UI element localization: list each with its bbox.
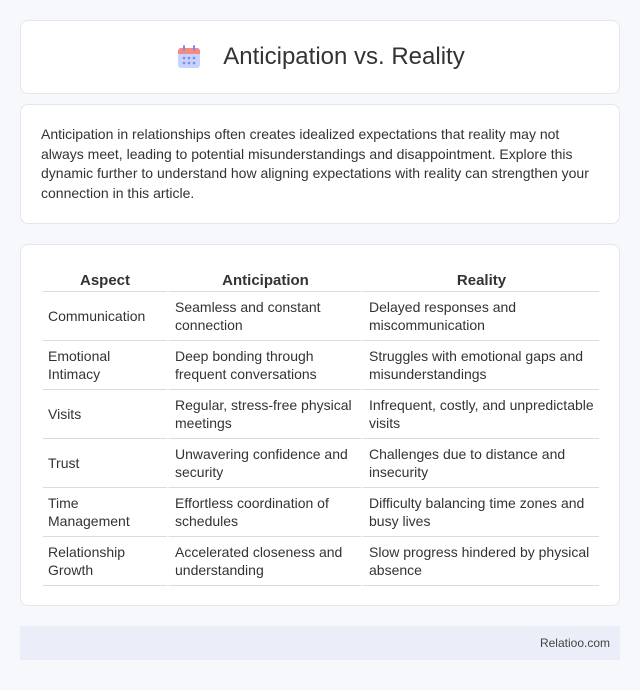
cell-aspect: Relationship Growth — [43, 537, 167, 586]
cell-aspect: Visits — [43, 390, 167, 439]
header-aspect: Aspect — [43, 265, 167, 292]
page-title: Anticipation vs. Reality — [223, 43, 465, 70]
cell-anticipation: Accelerated closeness and understanding — [167, 537, 361, 586]
cell-aspect: Communication — [43, 292, 167, 341]
cell-reality: Delayed responses and miscommunication — [361, 292, 599, 341]
cell-anticipation: Unwavering confidence and security — [167, 439, 361, 488]
footer-brand[interactable]: Relatioo.com — [539, 636, 610, 650]
intro-card — [20, 104, 620, 224]
cell-anticipation: Effortless coordination of schedules — [167, 488, 361, 537]
cell-anticipation: Regular, stress-free physical meetings — [167, 390, 361, 439]
table-row — [43, 390, 599, 439]
comparison-table — [43, 265, 599, 586]
cell-reality: Difficulty balancing time zones and busy lives — [361, 488, 599, 537]
title-wrap — [175, 43, 464, 71]
title-card — [20, 20, 620, 94]
footer — [20, 626, 620, 660]
table-card — [20, 244, 620, 606]
cell-aspect: Emotional Intimacy — [43, 341, 167, 390]
table-row — [43, 292, 599, 341]
header-anticipation: Anticipation — [167, 265, 361, 292]
cell-reality: Infrequent, costly, and unpredictable visits — [361, 390, 599, 439]
intro-text: Anticipation in relationships often creates idealized expectations that reality may not always meet, leading to potential misunderstandings and disappointment. Explore this dynamic further to understand how aligning expectations with reality can strengthen your connection in this article. — [41, 126, 589, 201]
cell-anticipation: Deep bonding through frequent conversations — [167, 341, 361, 390]
cell-aspect: Trust — [43, 439, 167, 488]
cell-reality: Struggles with emotional gaps and misunderstandings — [361, 341, 599, 390]
table-row — [43, 537, 599, 586]
cell-reality: Slow progress hindered by physical absence — [361, 537, 599, 586]
table-row — [43, 341, 599, 390]
cell-aspect: Time Management — [43, 488, 167, 537]
cell-anticipation: Seamless and constant connection — [167, 292, 361, 341]
table-row — [43, 439, 599, 488]
table-header-row — [43, 265, 599, 292]
calendar-icon — [175, 43, 203, 71]
table-row — [43, 488, 599, 537]
header-reality: Reality — [361, 265, 599, 292]
cell-reality: Challenges due to distance and insecurity — [361, 439, 599, 488]
